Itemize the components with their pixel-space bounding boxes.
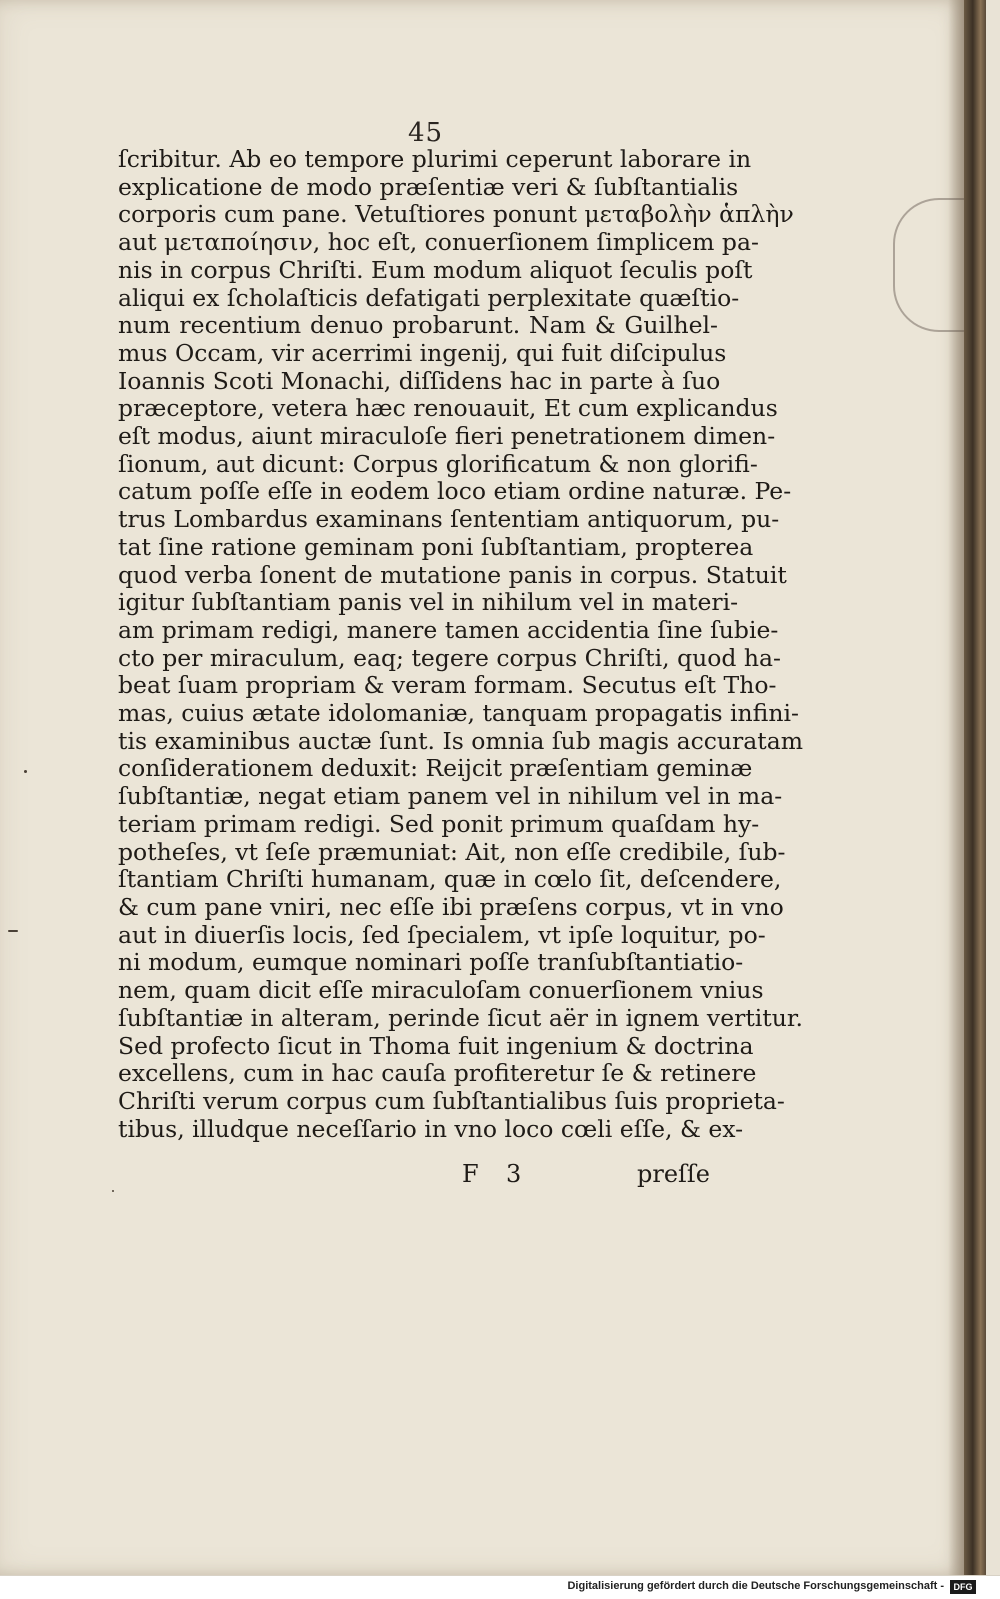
ink-speck [24, 770, 27, 773]
text-line: quod verba ſonent de mutatione panis in corpus. Statuit [118, 560, 787, 589]
text-line: beat ſuam propriam & veram formam. Secutus eſt Tho- [118, 671, 777, 700]
text-line: ni modum, eumque nominari poſſe tranſubſtantiatio- [118, 948, 744, 977]
text-line: catum poſſe eſſe in eodem loco etiam ordine naturæ. Pe- [118, 477, 792, 506]
text-line: Sed profecto ſicut in Thoma fuit ingenium & doctrina [118, 1031, 754, 1060]
text-line: nis in corpus Chriſti. Eum modum aliquot ſeculis poſt [118, 255, 753, 284]
text-line: aliqui ex ſcholaſticis defatigati perplexitate quæſtio- [118, 283, 740, 312]
text-line: aut μεταποίησιν, hoc eſt, conuerſionem ſimplicem pa- [118, 228, 759, 257]
text-line: conſiderationem deduxit: Reijcit præſentiam geminæ [118, 754, 753, 783]
page-gutter-shadow [948, 0, 964, 1575]
text-line: Chriſti verum corpus cum ſubſtantialibus ſuis proprieta- [118, 1086, 785, 1115]
text-line: ſcribitur. Ab eo tempore plurimi ceperunt laborare in [118, 145, 752, 173]
text-line: tis examinibus auctæ ſunt. Is omnia ſub magis accuratam [118, 726, 804, 755]
text-line: Ioannis Scoti Monachi, diſſidens hac in parte à ſuo [118, 366, 721, 395]
text-line: explicatione de modo præſentiæ veri & ſubſtantialis [118, 172, 739, 201]
text-line: ſubſtantiæ in alteram, perinde ſicut aër in ignem vertitur. [118, 1003, 803, 1032]
footer-bar [0, 1575, 1000, 1599]
text-line: cto per miraculum, eaq; tegere corpus Chriſti, quod ha- [118, 643, 781, 672]
signature-number: 3 [506, 1160, 522, 1188]
catchword: preſſe [637, 1160, 711, 1188]
text-line: teriam primam redigi. Sed ponit primum quaſdam hy- [118, 809, 760, 838]
text-line: aut in diuerſis locis, ſed ſpecialem, vt ipſe loquitur, po- [118, 920, 766, 949]
dfg-logo-icon: DFG [950, 1580, 976, 1594]
text-line: tibus, illudque neceſſario in vno loco cœli eſſe, & ex- [118, 1114, 744, 1143]
text-line: nem, quam dicit eſſe miraculoſam conuerſionem vnius [118, 976, 764, 1005]
text-line: trus Lombardus examinans ſententiam antiquorum, pu- [118, 505, 780, 534]
text-line: mas, cuius ætate idolomaniæ, tanquam propagatis infini- [118, 699, 799, 728]
signature-letter: F [462, 1160, 479, 1188]
text-line: mus Occam, vir acerrimi ingenij, qui fuit diſcipulus [118, 338, 727, 367]
body-text [118, 145, 804, 1143]
text-line: num recentium denuo probarunt. Nam & Guilhel- [118, 311, 718, 340]
text-line: ſubſtantiæ, negat etiam panem vel in nihilum vel in ma- [118, 782, 783, 811]
page-number: 45 [408, 118, 444, 148]
ink-speck [8, 930, 18, 932]
text-line: & cum pane vniri, nec eſſe ibi præſens corpus, vt in vno [118, 892, 784, 921]
text-line: tat ſine ratione geminam poni ſubſtantiam, propterea [118, 532, 754, 561]
text-line: am primam redigi, manere tamen accidentia ſine ſubie- [118, 615, 779, 644]
text-line: excellens, cum in hac cauſa profiteretur ſe & retinere [118, 1059, 757, 1088]
ink-speck [112, 1190, 114, 1192]
text-line: præceptore, vetera hæc renouauit, Et cum explicandus [118, 394, 778, 423]
text-line: potheſes, vt ſeſe præmuniat: Ait, non eſſe credibile, ſub- [118, 837, 786, 866]
binding-edge [964, 0, 986, 1575]
text-line: igitur ſubſtantiam panis vel in nihilum vel in materi- [118, 588, 739, 617]
text-line: ſtantiam Chriſti humanam, quæ in cœlo ſit, deſcendere, [118, 865, 782, 894]
footer-credit: Digitalisierung gefördert durch die Deutsche Forschungsgemeinschaft - [567, 1580, 944, 1592]
text-line: corporis cum pane. Vetuſtiores ponunt μεταβολὴν ἁπλὴν [118, 200, 794, 229]
text-line: eſt modus, aiunt miraculoſe fieri penetrationem dimen- [118, 422, 776, 451]
text-line: ſionum, aut dicunt: Corpus glorificatum & non glorifi- [118, 449, 758, 478]
